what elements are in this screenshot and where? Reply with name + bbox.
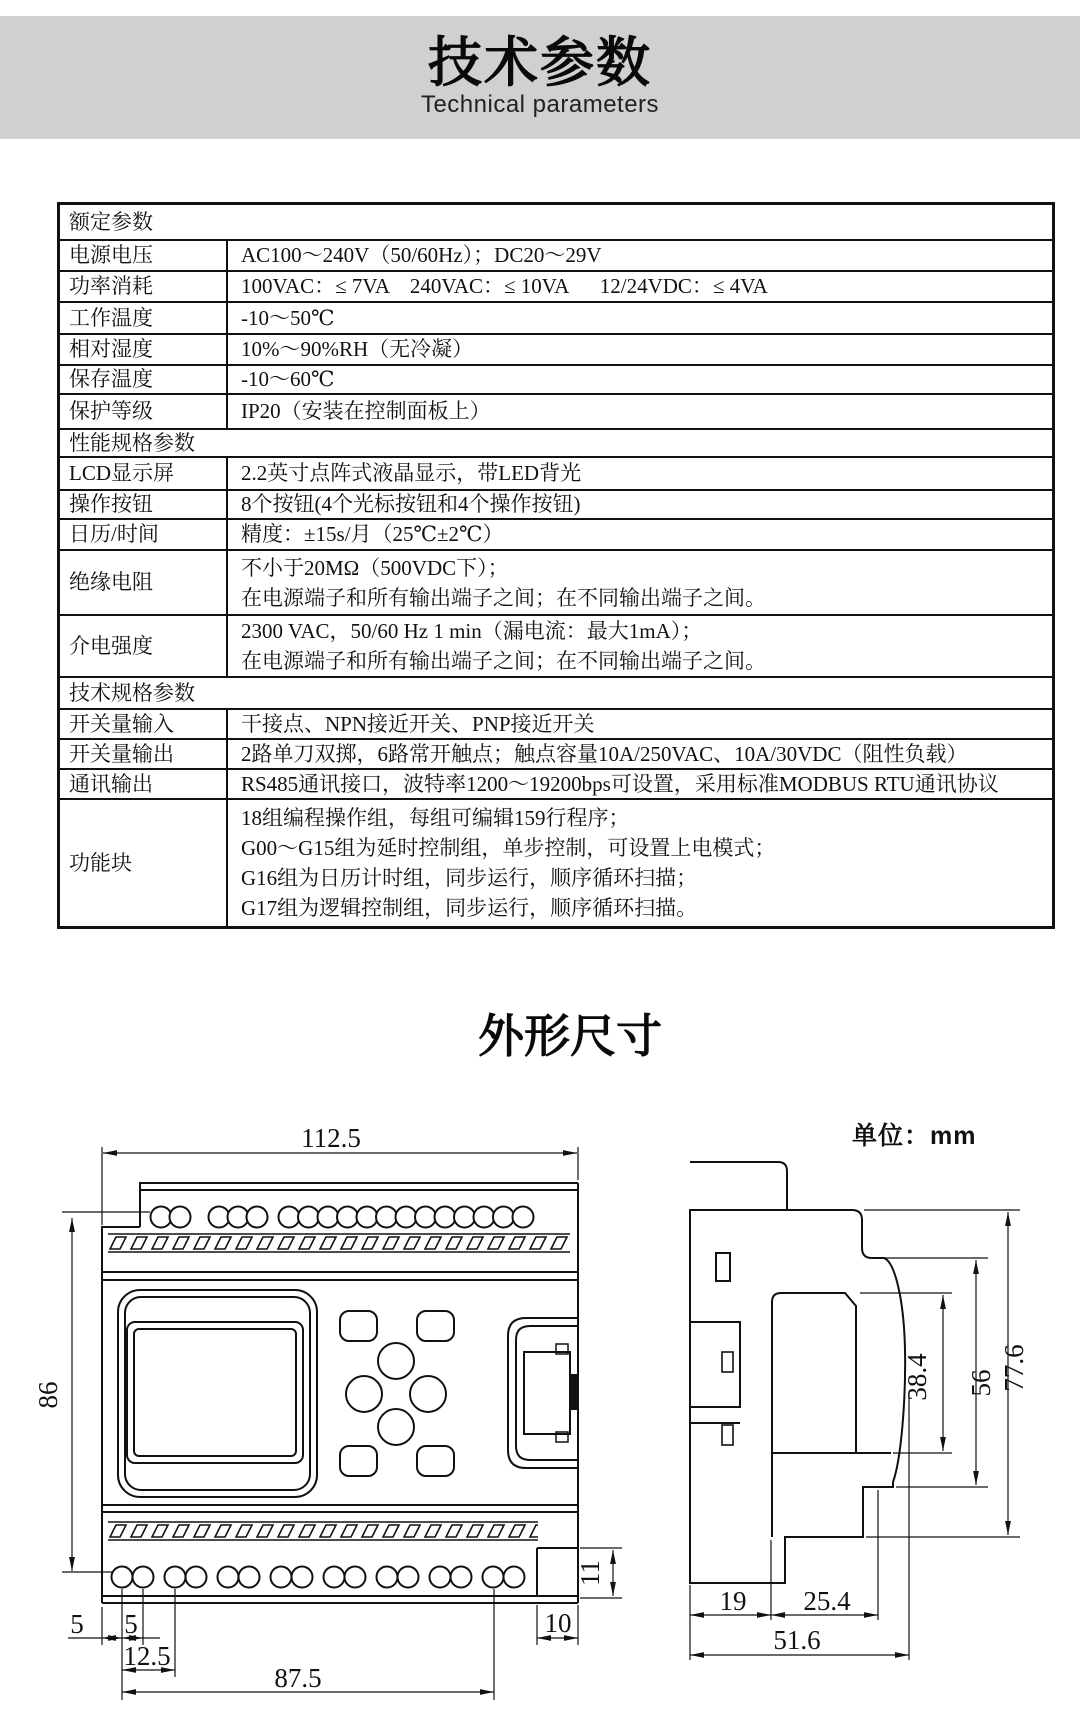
row-value: IP20（安装在控制面板上） — [241, 399, 491, 423]
row-label: 保存温度 — [60, 366, 228, 393]
lcd-screen-outer — [127, 1322, 303, 1463]
side-slot-hole — [716, 1253, 730, 1281]
row-value-line: G17组为逻辑控制组，同步运行，顺序循环扫描。 — [241, 896, 698, 920]
row-value: 干接点、NPN接近开关、PNP接近开关 — [241, 711, 595, 736]
row-value-line: 2300 VAC，50/60 Hz 1 min（漏电流：最大1mA）； — [241, 619, 703, 643]
dim-side-77-6: 77.6 — [999, 1344, 1029, 1392]
dim-side-38-4: 38.4 — [902, 1353, 932, 1401]
row-label: 日历/时间 — [60, 520, 228, 549]
front-step-block — [537, 1548, 578, 1596]
unit-label: 单位：mm — [852, 1122, 977, 1150]
row-value: 8个按钮(4个光标按钮和4个操作按钮) — [241, 492, 581, 516]
front-view-drawing — [102, 1183, 578, 1603]
dim-front-gap-5b: 5 — [124, 1609, 138, 1639]
connector-socket — [524, 1352, 570, 1434]
button-top-right — [417, 1311, 454, 1341]
terminal-hole — [454, 1207, 475, 1228]
row-value: 100VAC：≤ 7VA 240VAC：≤ 10VA 12/24VDC：≤ 4VA — [241, 274, 768, 298]
terminal-hole — [292, 1567, 313, 1588]
row-value: 精度：±15s/月（25℃±2℃） — [241, 522, 504, 546]
row-label: 绝缘电阻 — [60, 551, 228, 614]
terminal-hole — [415, 1207, 436, 1228]
row-value: 2路单刀双掷，6路常开触点；触点容量10A/250VAC、10A/30VDC（阻性负载） — [241, 741, 968, 766]
button-top-left — [340, 1311, 377, 1341]
page-subtitle: Technical parameters — [420, 91, 660, 118]
side-front-panel-edge — [772, 1293, 856, 1537]
terminal-hole — [228, 1207, 249, 1228]
dim-front-width: 112.5 — [301, 1123, 361, 1153]
row-value: 2.2英寸点阵式液晶显示，带LED背光 — [241, 461, 582, 485]
row-label: 介电强度 — [60, 616, 228, 676]
terminal-hole — [474, 1207, 495, 1228]
row-value: 10%～90%RH（无冷凝） — [241, 337, 474, 361]
terminal-hole — [318, 1207, 339, 1228]
terminal-hole — [504, 1567, 525, 1588]
side-view-drawing — [690, 1162, 905, 1583]
row-value-line: 不小于20MΩ（500VDC下）； — [241, 555, 509, 580]
button-bottom-right — [417, 1446, 454, 1476]
terminal-hole — [247, 1207, 268, 1228]
side-top-clip — [690, 1162, 787, 1210]
dim-side-56: 56 — [966, 1369, 996, 1397]
connector-side-tab — [571, 1374, 578, 1410]
dim-side-19: 19 — [719, 1586, 747, 1616]
terminal-hole — [209, 1207, 230, 1228]
row-label: 通讯输出 — [60, 770, 228, 798]
front-mid-line-upper — [102, 1272, 578, 1280]
side-dimension-labels — [720, 1344, 1030, 1655]
terminal-hole — [239, 1567, 260, 1588]
dim-side-51-6: 51.6 — [773, 1625, 821, 1655]
dim-front-step-10: 10 — [544, 1608, 572, 1638]
row-label: 操作按钮 — [60, 491, 228, 518]
terminal-hole — [298, 1207, 319, 1228]
row-label: 功能块 — [60, 800, 228, 926]
dim-side-25-4: 25.4 — [803, 1586, 851, 1616]
row-value-line: 18组编程操作组，每组可编辑159行程序； — [241, 806, 630, 830]
lcd-screen-inner — [134, 1329, 296, 1456]
row-label: 保护等级 — [60, 395, 228, 428]
connector-module-outer — [508, 1318, 578, 1468]
terminal-hole — [186, 1567, 207, 1588]
row-value-line: 在电源端子和所有输出端子之间；在不同输出端子之间。 — [241, 649, 766, 673]
terminal-hole — [337, 1207, 358, 1228]
terminal-hole — [345, 1567, 366, 1588]
top-terminal-holes — [151, 1207, 534, 1228]
din-clip-tooth-upper — [722, 1352, 733, 1372]
terminal-hole — [396, 1207, 417, 1228]
side-body-outline — [690, 1210, 905, 1583]
terminal-hole — [151, 1207, 172, 1228]
terminal-hole — [430, 1567, 451, 1588]
row-label: LCD显示屏 — [60, 458, 228, 489]
terminal-hole — [451, 1567, 472, 1588]
row-label: 相对湿度 — [60, 335, 228, 364]
button-bottom-left — [340, 1446, 377, 1476]
terminal-hole — [112, 1567, 133, 1588]
terminal-hole — [165, 1567, 186, 1588]
section-label: 额定参数 — [69, 209, 153, 234]
nav-button-right — [410, 1376, 446, 1412]
terminal-hole — [218, 1567, 239, 1588]
row-value: -10～50℃ — [241, 305, 335, 330]
nav-button-up — [378, 1343, 414, 1379]
bottom-terminal-holes — [112, 1567, 525, 1588]
dim-front-gap-5a: 5 — [70, 1609, 84, 1639]
row-label: 功率消耗 — [60, 272, 228, 301]
terminal-hole — [357, 1207, 378, 1228]
terminal-hole — [133, 1567, 154, 1588]
din-teeth-strip-bottom — [108, 1522, 538, 1540]
row-value-line: 在电源端子和所有输出端子之间；在不同输出端子之间。 — [241, 585, 766, 610]
terminal-hole — [513, 1207, 534, 1228]
page-title: 技术参数 — [428, 33, 652, 93]
nav-button-down — [378, 1409, 414, 1445]
terminal-hole — [435, 1207, 456, 1228]
terminal-hole — [279, 1207, 300, 1228]
row-value-line: G00～G15组为延时控制组，单步控制，可设置上电模式； — [241, 836, 776, 860]
dim-front-gap-12-5: 12.5 — [123, 1641, 171, 1671]
dim-front-step-11: 11 — [575, 1560, 605, 1586]
terminal-hole — [377, 1567, 398, 1588]
row-label: 电源电压 — [60, 241, 228, 270]
row-label: 工作温度 — [60, 303, 228, 333]
terminal-hole — [170, 1207, 191, 1228]
terminal-hole — [493, 1207, 514, 1228]
terminal-hole — [271, 1567, 292, 1588]
din-teeth-strip-top — [108, 1234, 570, 1252]
dim-front-height: 86 — [33, 1381, 63, 1409]
front-mid-line-lower — [102, 1505, 578, 1512]
nav-button-left — [346, 1376, 382, 1412]
row-value: -10～60℃ — [241, 367, 335, 391]
row-value: RS485通讯接口，波特率1200～19200bps可设置，采用标准MODBUS RTU通讯协议 — [241, 771, 999, 796]
din-clip-tooth-lower — [722, 1425, 733, 1445]
section-label: 技术规格参数 — [69, 680, 195, 705]
terminal-hole — [376, 1207, 397, 1228]
terminal-hole — [324, 1567, 345, 1588]
section-label: 性能规格参数 — [69, 430, 195, 455]
row-value: AC100～240V（50/60Hz）；DC20～29V — [241, 243, 602, 267]
terminal-hole — [483, 1567, 504, 1588]
row-label: 开关量输出 — [60, 740, 228, 768]
front-view-dimensions — [62, 1147, 622, 1700]
outline-dimensions-title: 外形尺寸 — [478, 1010, 662, 1062]
terminal-hole — [398, 1567, 419, 1588]
front-panel-recess-inner — [125, 1297, 310, 1490]
dim-front-span-87-5: 87.5 — [274, 1663, 322, 1693]
front-bottom-edge — [102, 1596, 578, 1603]
row-value-line: G16组为日历计时组，同步运行，顺序循环扫描； — [241, 866, 698, 890]
row-label: 开关量输入 — [60, 710, 228, 738]
